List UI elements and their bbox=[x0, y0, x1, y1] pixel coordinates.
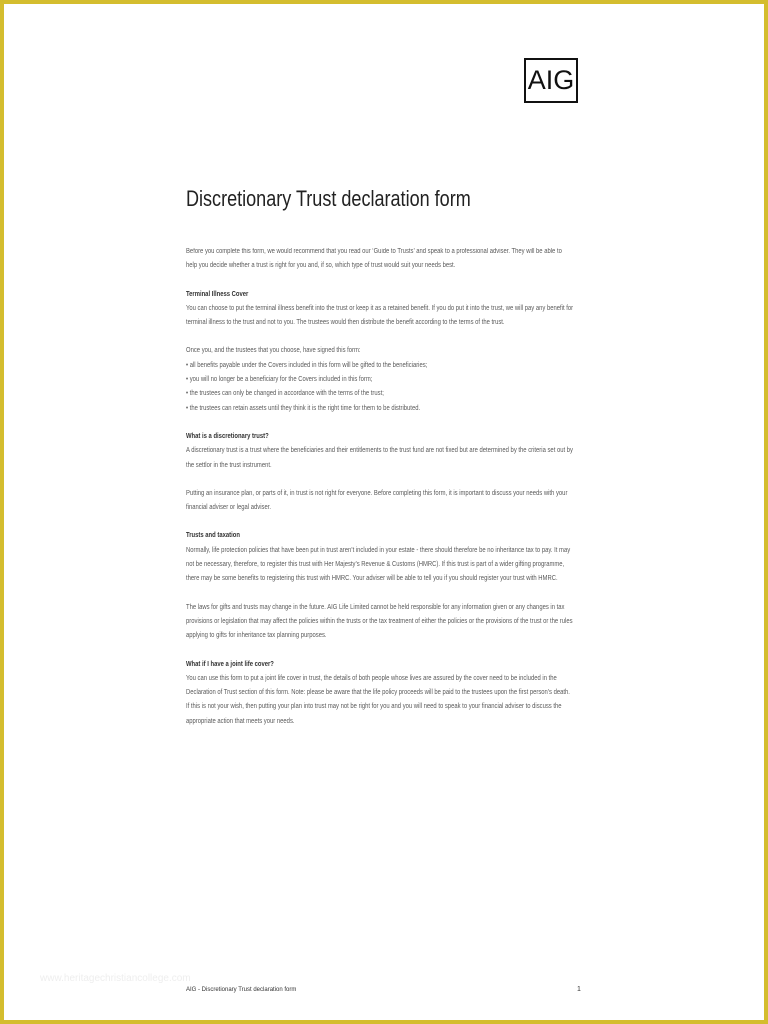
section-heading-trusts-taxation: Trusts and taxation bbox=[186, 532, 240, 540]
paragraph-line: The laws for gifts and trusts may change in the future. AIG Life Limited cannot be held responsible for any information given or any changes in tax bbox=[186, 603, 565, 611]
intro-line: Before you complete this form, we would recommend that you read our ‘Guide to Trusts’ and speak to a professional adviser. They will be able to bbox=[186, 248, 562, 255]
list-item: • the trustees can retain assets until they think it is the right time for them to be distributed. bbox=[186, 402, 660, 416]
paragraph-line: applying to gifts for inheritance tax planning purposes. bbox=[186, 632, 327, 640]
paragraph-line: You can choose to put the terminal illness benefit into the trust or keep it as a retained benefit. If you do put it into the trust, we will pay any benefit for bbox=[186, 304, 574, 312]
document-page bbox=[4, 4, 764, 1020]
list-item: • all benefits payable under the Covers included in this form will be gifted to the beneficiaries; bbox=[186, 359, 660, 373]
footer-label: AIG - Discretionary Trust declaration form bbox=[186, 987, 297, 993]
section-heading-joint-life: What if I have a joint life cover? bbox=[186, 660, 274, 668]
section-heading-terminal-illness: Terminal Illness Cover bbox=[186, 290, 249, 298]
paragraph-line: appropriate action that meets your needs. bbox=[186, 717, 295, 725]
watermark-text: www.heritagechristiancollege.com bbox=[40, 973, 191, 984]
paragraph-line: A discretionary trust is a trust where the beneficiaries and their entitlements to the trust fund are not fixed but are determined by the criteria set out by bbox=[186, 447, 573, 455]
paragraph-line: Declaration of Trust section of this form. Note: please be aware that the life policy proceeds will be paid to the trustees upon the first person’s death. bbox=[186, 689, 570, 697]
paragraph-line: terminal illness to the trust and not to you. The trustees would then distribute the benefit according to the terms of the trust. bbox=[186, 319, 505, 327]
paragraph-line: financial adviser or legal adviser. bbox=[186, 504, 271, 512]
intro-line: help you decide whether a trust is right for you and, if so, which type of trust would suit your needs best. bbox=[186, 262, 456, 270]
paragraph-line: If this is not your wish, then putting your plan into trust may not be right for you and you will need to speak to your financial adviser to discuss the bbox=[186, 703, 562, 711]
document-body bbox=[186, 245, 660, 729]
section-heading-discretionary-trust: What is a discretionary trust? bbox=[186, 432, 269, 440]
list-item: • the trustees can only be changed in accordance with the terms of the trust; bbox=[186, 387, 660, 401]
paragraph-line: provisions or legislation that may affect the policies within the trusts or the tax treatment of either the policies or the provisions of the trust or the rules bbox=[186, 617, 573, 625]
paragraph-line: You can use this form to put a joint life cover in trust, the details of both people whose lives are assured by the cover need to be included in the bbox=[186, 674, 557, 682]
aig-logo: AIG bbox=[524, 58, 578, 103]
list-item: • you will no longer be a beneficiary for the Covers included in this form; bbox=[186, 373, 660, 387]
page-number: 1 bbox=[577, 986, 581, 993]
paragraph-line: not be necessary, therefore, to register this trust with Her Majesty’s Revenue & Customs (HMRC). If this trust is part of a wider gifting programme, bbox=[186, 561, 565, 569]
paragraph-line: Putting an insurance plan, or parts of it, in trust is not right for everyone. Before completing this form, it is important to discuss your needs with your bbox=[186, 489, 568, 497]
list-lead: Once you, and the trustees that you choose, have signed this form: bbox=[186, 347, 361, 355]
page-title: Discretionary Trust declaration form bbox=[186, 186, 471, 211]
paragraph-line: the settlor in the trust instrument. bbox=[186, 461, 272, 469]
paragraph-line: there may be some benefits to registering this trust with HMRC. Your adviser will be able to tell you if you should register your trust with HMRC. bbox=[186, 575, 558, 583]
paragraph-line: Normally, life protection policies that have been put in trust aren’t included in your estate - there should therefore be no inheritance tax to pay. It may bbox=[186, 546, 571, 554]
